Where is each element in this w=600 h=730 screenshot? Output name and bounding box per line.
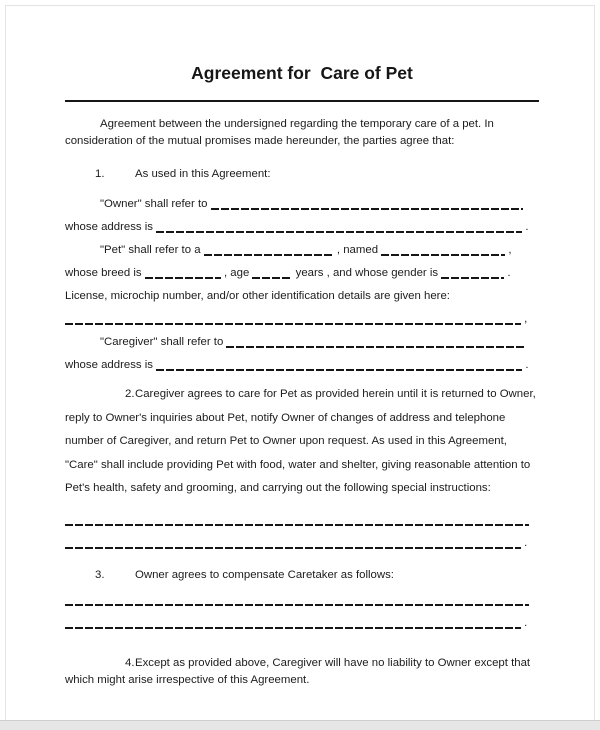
caregiver-address-blank [156,357,522,371]
clause1-number: 1. [95,168,105,180]
owner-address-suffix: . [522,221,529,233]
breed-label: whose breed is [65,267,145,279]
clause2-body: Caregiver agrees to care for Pet as provided herein until it is returned to Owner, reply to Owner's inquiries about Pet, notify Owner of changes of address and telephone number of Caregiver, and return Pet to Owner upon request. As used in this Agreement, "Care" shall include providing Pet with food, water and shelter, giving reasonable attention to Pet's health, safety and grooming, and carrying out the following special instructions: [65,388,536,494]
special-instructions-blank-2 [65,535,521,549]
license-blank-suffix: , [521,313,528,325]
caregiver-clause-label: "Caregiver" shall refer to [100,336,227,348]
instructions-blank-suffix: . [521,536,528,549]
clause1-heading: As used in this Agreement: [135,168,271,180]
clause3-heading-row [65,567,539,583]
age-label: , age [220,267,253,279]
instructions-blank-row-2 [65,535,539,551]
license-text-row [65,288,539,304]
compensation-blank-2 [65,615,521,629]
pet-gender-blank [441,265,504,279]
page-bottom-edge [0,720,600,730]
intro-paragraph: Agreement between the undersigned regarding the temporary care of a pet. In consideration of the mutual promises made hereunder, the parties agree that: [65,118,494,147]
license-blank-row [65,311,539,327]
special-instructions-blank-1 [65,512,529,526]
compensation-blank-row-2 [65,615,539,631]
clause4-body: Except as provided above, Caregiver will have no liability to Owner except that which might arise irrespective of this Agreement. [65,656,531,686]
compensation-blank-suffix: . [521,616,528,629]
owner-address-row [65,219,539,235]
document-content [65,0,539,700]
pet-breed-blank [145,265,221,279]
clause4-number: 4. [125,656,135,669]
instructions-blank-row-1 [65,512,539,528]
compensation-blank-row-1 [65,592,539,608]
license-label: License, microchip number, and/or other identification details are given here: [65,290,450,302]
caregiver-address-suffix: . [522,359,529,371]
clause4-paragraph [65,655,539,689]
title-rule [65,100,539,102]
pet-named-label: , named [333,244,382,256]
clause3-heading: Owner agrees to compensate Caretaker as follows: [135,568,394,581]
owner-clause-row [65,196,539,212]
pet-type-blank [204,242,334,256]
owner-clause-label: "Owner" shall refer to [100,198,211,210]
pet-line-suffix: , [505,244,512,256]
clause2-paragraph [65,383,539,501]
caregiver-address-row [65,357,539,373]
pet-name-blank [381,242,505,256]
owner-address-blank [156,219,522,233]
breed-line-suffix: . [504,267,511,279]
pet-clause-label: "Pet" shall refer to a [100,244,204,256]
pet-clause-row [65,242,539,258]
document-title: Agreement for Care of Pet [191,63,413,83]
clause3-number: 3. [95,568,105,581]
pet-breed-row [65,265,539,281]
caregiver-name-blank [226,334,524,348]
caregiver-address-label: whose address is [65,359,157,371]
caregiver-clause-row [65,334,539,350]
clause2-number: 2. [125,388,135,400]
years-gender-label: years , and whose gender is [292,267,442,279]
owner-name-blank [211,196,523,210]
owner-address-label: whose address is [65,221,157,233]
pet-id-blank [65,311,521,325]
pet-age-blank [252,265,292,279]
compensation-blank-1 [65,592,529,606]
clause1-heading-row [65,166,539,182]
